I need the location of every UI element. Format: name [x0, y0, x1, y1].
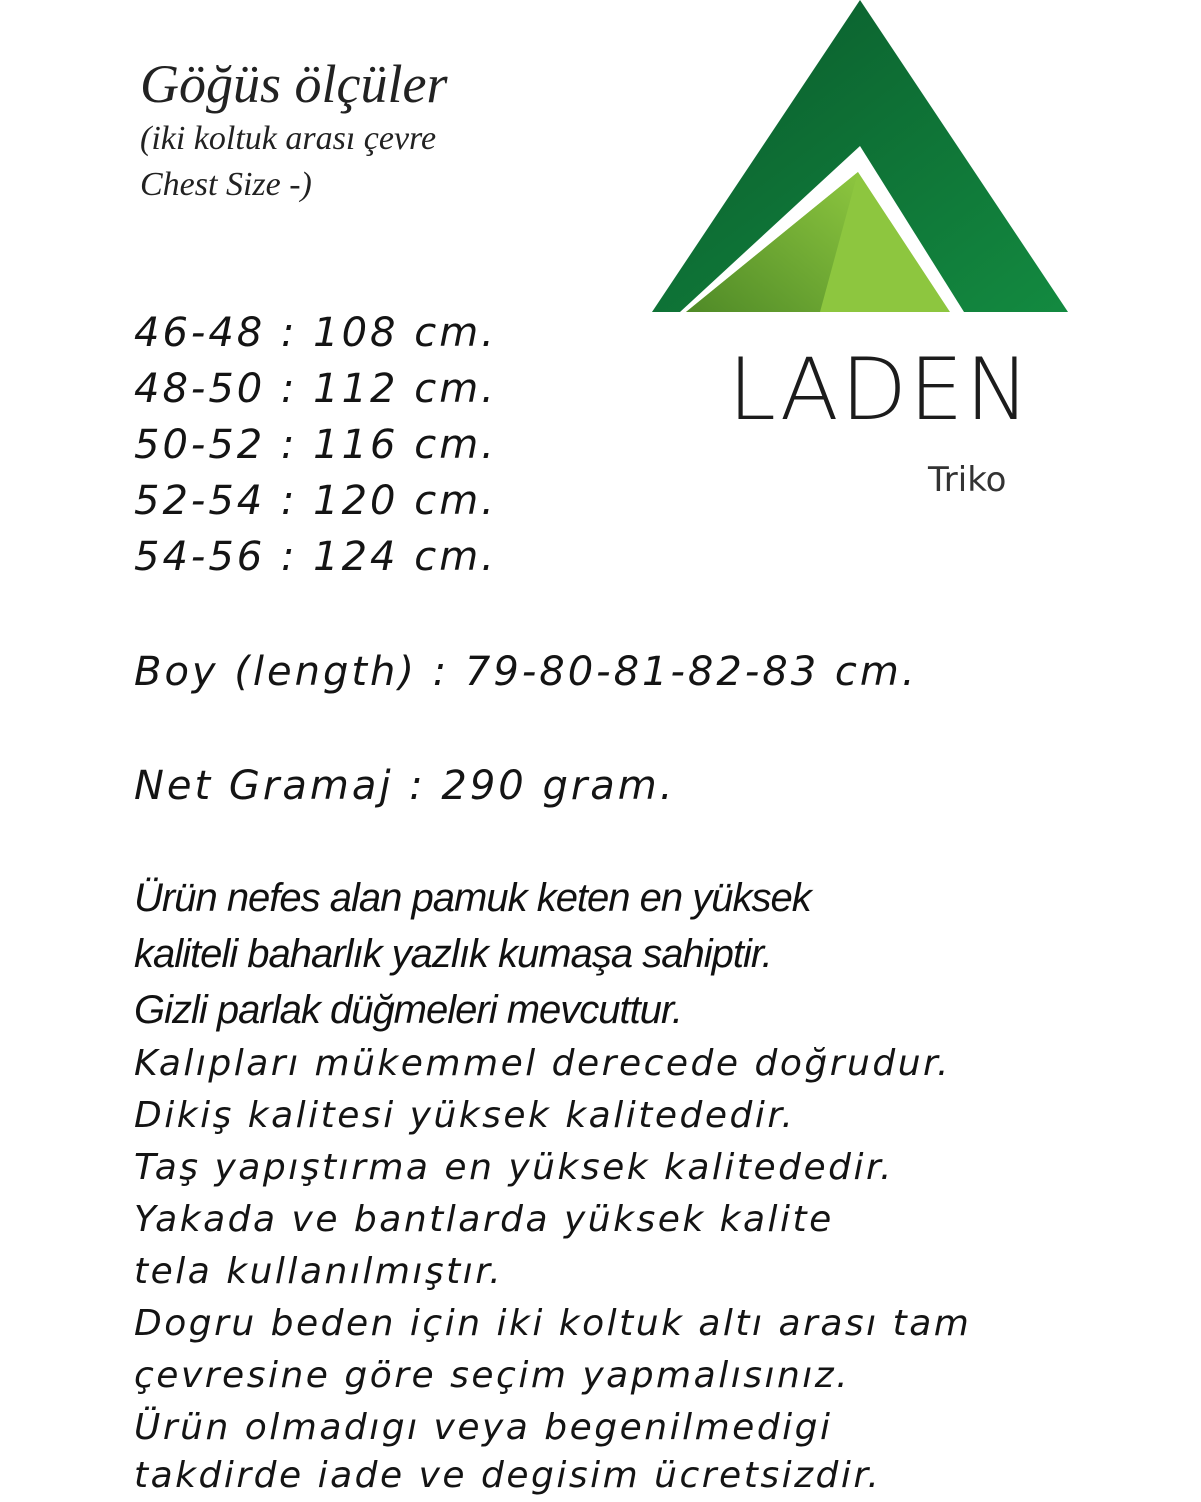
- size-row: 48-50 : 112 cm.: [134, 366, 497, 412]
- size-row: 54-56 : 124 cm.: [134, 534, 497, 580]
- page-title: Göğüs ölçüler: [140, 54, 448, 114]
- description-line: kaliteli baharlık yazlık kumaşa sahiptir.: [134, 932, 772, 976]
- description-line: Taş yapıştırma en yüksek kalitededir.: [134, 1147, 894, 1188]
- triangle-logo-icon: [650, 0, 1070, 590]
- description-line: takdirde iade ve degisim ücretsizdir.: [134, 1455, 882, 1496]
- size-row: 46-48 : 108 cm.: [134, 310, 497, 356]
- size-row: 50-52 : 116 cm.: [134, 422, 497, 468]
- description-line: Kalıpları mükemmel derecede doğrudur.: [134, 1043, 951, 1084]
- length-line: Boy (length) : 79-80-81-82-83 cm.: [134, 649, 918, 695]
- size-row: 52-54 : 120 cm.: [134, 478, 497, 524]
- description-line: Yakada ve bantlarda yüksek kalite: [134, 1199, 834, 1240]
- description-line: Ürün olmadıgı veya begenilmedigi: [134, 1407, 833, 1448]
- description-line: Ürün nefes alan pamuk keten en yüksek: [134, 876, 811, 920]
- description-line: tela kullanılmıştır.: [134, 1251, 504, 1292]
- brand-name: LADEN: [728, 340, 1032, 440]
- weight-line: Net Gramaj : 290 gram.: [134, 763, 676, 809]
- description-line: Dikiş kalitesi yüksek kalitededir.: [134, 1095, 796, 1136]
- description-line: Dogru beden için iki koltuk altı arası tam: [134, 1303, 972, 1344]
- page-subtitle-english: Chest Size -): [140, 166, 312, 203]
- description-line: Gizli parlak düğmeleri mevcuttur.: [134, 988, 682, 1032]
- page-subtitle: (iki koltuk arası çevre: [140, 120, 437, 157]
- description-line: çevresine göre seçim yapmalısınız.: [134, 1355, 851, 1396]
- brand-tagline: Triko: [928, 460, 1007, 500]
